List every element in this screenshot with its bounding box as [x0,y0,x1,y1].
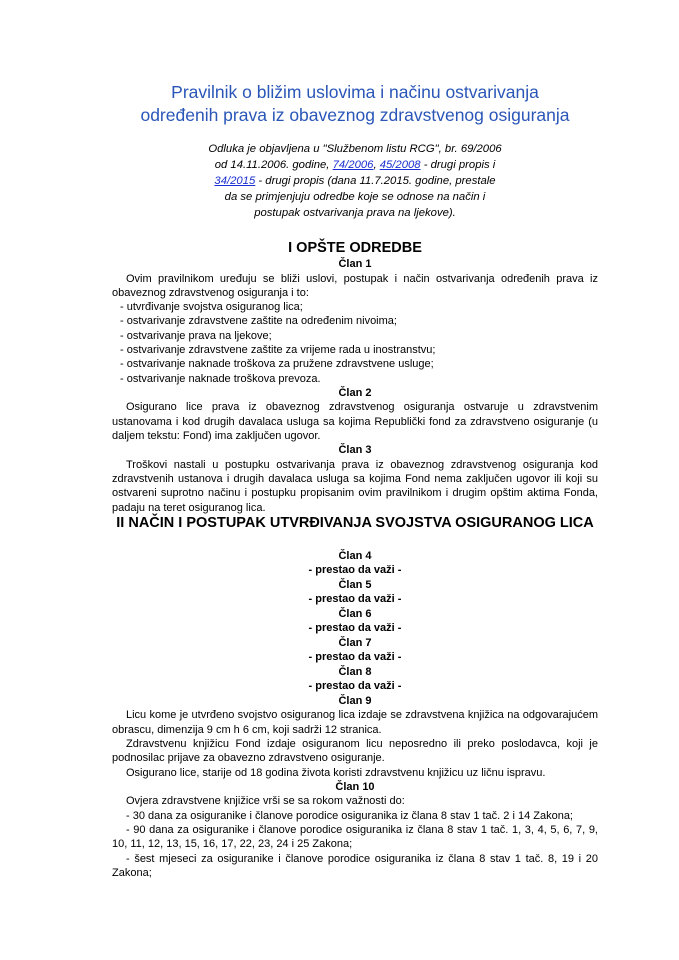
repealed-note: - prestao da važi - [308,593,402,606]
repealed-note: - prestao da važi - [308,564,402,577]
article-9-para-1: Licu kome je utvrđeno svojstvo osiguranog lica izdaje se zdravstvena knjižica na odgovarajućem obrascu, dimenzija 9 cm h 6 cm, koji sadrži 12 stranica. [112,709,598,736]
link-45-2008[interactable]: 45/2008 [379,159,421,171]
document-title [112,81,598,127]
title-line-1: Pravilnik o bližim uslovima i načinu ostvarivanja [171,82,539,102]
pub-line-1: Odluka je objavljena u "Službenom listu RCG", br. 69/2006 [208,143,502,155]
article-7-label: Član 7 [338,636,372,649]
pub-line-2 [112,157,598,173]
repealed-note: - prestao da važi - [308,622,402,635]
article-1-intro: Ovim pravilnikom uređuju se bliži uslovi, postupak i način ostvarivanja određenih prava iz obaveznog zdravstvenog osiguranja i to: [112,272,598,299]
article-9-para-3: Osigurano lice, starije od 18 godina života koristi zdravstvenu knjižicu uz ličnu ispravu. [126,766,546,779]
article-9-label: Član 9 [338,694,372,707]
pub-text: - drugi propis (dana 11.7.2015. godine, prestale [255,175,496,187]
publication-note [112,141,598,221]
title-line-2: određenih prava iz obaveznog zdravstvenog osiguranja [140,105,570,125]
article-5-label: Član 5 [338,578,372,591]
article-3-label: Član 3 [338,444,372,457]
article-3-text: Troškovi nastali u postupku ostvarivanja prava iz obaveznog zdravstvenog osiguranja kod zdravstvenih ustanova i drugih davalaca usluga sa kojima Fond nema zaključen ugovor ili koji su ostvareni suprotno načinu i postupku propisanim ovim pravilnikom i drugim opštim aktima Fonda, padaju na teret osiguranog lica. [112,458,598,514]
article-9-para-2: Zdravstvenu knjižicu Fond izdaje osiguranom licu neposredno ili preko poslodavca, koji je podnosilac prijave za obavezno zdravstveno osiguranje. [112,738,598,765]
repealed-note: - prestao da važi - [308,680,402,693]
article-4-label: Član 4 [338,549,372,562]
link-34-2015[interactable]: 34/2015 [214,175,256,187]
link-74-2006[interactable]: 74/2006 [332,159,374,171]
section-2-heading: II NAČIN I POSTUPAK UTVRĐIVANJA SVOJSTVA OSIGURANOG LICA [116,514,594,531]
list-item: - ostvarivanje zdravstvene zaštite na određenim nivoima; [120,315,397,328]
article-10-intro: Ovjera zdravstvene knjižice vrši se sa rokom važnosti do: [126,795,405,808]
pub-line-5: postupak ostvarivanja prava na ljekove). [254,207,456,219]
article-8-label: Član 8 [338,665,372,678]
list-item: - ostvarivanje naknade troškova za pružene zdravstvene usluge; [120,358,434,371]
article-2-text: Osigurano lice prava iz obaveznog zdravstvenog osiguranja ostvaruje u zdravstvenim ustanovama i kod drugih davalaca usluga sa kojima Republički fond za zdravstveno osiguranje (u daljem tekstu: Fond) ima zaključen ugovor. [112,401,598,442]
pub-text: - drugi propis i [420,159,496,171]
document-page [112,0,598,880]
pub-text: od 14.11.2006. godine, [214,159,333,171]
pub-line-3 [112,173,598,189]
list-item: - utvrđivanje svojstva osiguranog lica; [120,301,303,314]
article-10-label: Član 10 [335,780,375,793]
article-6-label: Član 6 [338,607,372,620]
article-1-label: Član 1 [338,258,372,270]
pub-sep: , [373,159,380,171]
spacer [112,532,598,549]
list-item: - 30 dana za osiguranike i članove porodice osiguranika iz člana 8 stav 1 tač. 2 i 14 Zakona; [126,809,573,822]
section-1-heading: I OPŠTE ODREDBE [288,240,422,256]
list-item: - ostvarivanje naknade troškova prevoza. [120,372,321,385]
article-2-label: Član 2 [338,386,372,399]
list-item: - 90 dana za osiguranike i članove porodice osiguranika iz člana 8 stav 1 tač. 1, 3, 4, 5, 6, 7, 9, 10, 11, 12, 13, 15, 16, 17, 22, 23, 24 i 25 Zakona; [112,824,598,851]
repealed-note: - prestao da važi - [308,651,402,664]
list-item: - ostvarivanje prava na ljekove; [120,329,272,342]
list-item: - šest mjeseci za osiguranike i članove porodice osiguranika iz člana 8 stav 1 tač. 8, 19 i 20 Zakona; [112,852,598,879]
list-item: - ostvarivanje zdravstvene zaštite za vrijeme rada u inostranstvu; [120,343,436,356]
pub-line-4: da se primjenjuju odredbe koje se odnose na način i [224,191,486,203]
